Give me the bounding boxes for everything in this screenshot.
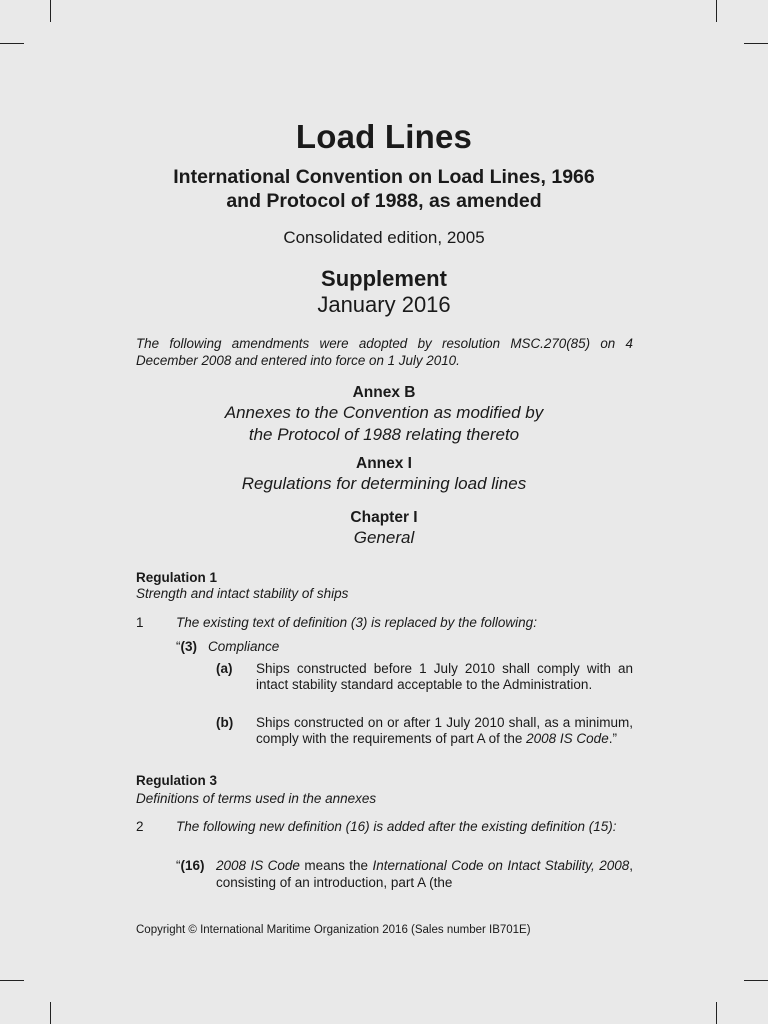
definition-reference: International Code on Intact Stability, 2008 <box>372 858 630 873</box>
copyright-footer: Copyright © International Maritime Organization 2016 (Sales number IB701E) <box>136 924 531 936</box>
subtitle-line: and Protocol of 1988, as amended <box>226 190 542 212</box>
intro-paragraph: The following amendments were adopted by resolution MSC.270(85) on 4 December 2008 and entered into force on 1 July 2010. <box>136 336 633 368</box>
regulation-3-subtitle: Definitions of terms used in the annexes <box>136 791 377 806</box>
annex-b-subtitle <box>0 402 768 446</box>
definition-text-part: , consisting of an introduction, part A (the <box>216 858 634 890</box>
definition-16 <box>176 858 633 891</box>
definition-title: Compliance <box>208 639 280 654</box>
annex-b-heading: Annex B <box>352 384 416 401</box>
definition-label: (16) <box>180 858 205 873</box>
annex-b-line: the Protocol of 1988 relating thereto <box>248 425 520 444</box>
item-text-part: Ships constructed on or after 1 July 2010 shall, as a minimum, comply with the requirements of part A of the <box>256 715 633 746</box>
item-label: (b) <box>216 715 234 730</box>
regulation-1-subtitle: Strength and intact stability of ships <box>136 586 349 601</box>
item-text: Ships constructed before 1 July 2010 shall comply with an intact stability standard acceptable to the Administration. <box>256 661 633 692</box>
definition-term: 2008 IS Code <box>216 858 300 873</box>
item-text-emphasis: 2008 IS Code <box>526 730 609 746</box>
paragraph-number: 1 <box>136 615 144 630</box>
definition-label: (3) <box>180 639 197 654</box>
supplement-date: January 2016 <box>317 292 451 317</box>
open-quote: “ <box>176 858 181 873</box>
paragraph-text: The following new definition (16) is added after the existing definition (15): <box>176 819 617 834</box>
regulation-1-heading: Regulation 1 <box>136 570 218 585</box>
paragraph-text: The existing text of definition (3) is replaced by the following: <box>176 615 537 630</box>
definition-text <box>216 858 633 891</box>
document-title: Load Lines <box>295 118 473 155</box>
chapter-heading: Chapter I <box>350 509 418 526</box>
definition-3 <box>176 639 279 655</box>
regulation-3-paragraph <box>136 818 633 835</box>
supplement-heading: Supplement <box>321 266 447 291</box>
annex-b-line: Annexes to the Convention as modified by <box>224 403 544 422</box>
chapter-subtitle: General <box>353 528 415 547</box>
item-text <box>256 715 633 746</box>
regulation-1-paragraph <box>136 614 633 631</box>
paragraph-number: 2 <box>136 819 144 834</box>
definition-text-part: means the <box>299 858 373 873</box>
annex-i-subtitle: Regulations for determining load lines <box>241 474 527 493</box>
document-subtitle <box>0 165 768 213</box>
subtitle-line: International Convention on Load Lines, 1966 <box>173 166 595 188</box>
regulation-3-heading: Regulation 3 <box>136 773 218 788</box>
annex-i-heading: Annex I <box>356 455 412 472</box>
definition-item-a <box>216 661 633 692</box>
item-text-part: .” <box>608 730 617 746</box>
open-quote: “ <box>176 639 181 654</box>
edition-text: Consolidated edition, 2005 <box>283 228 485 247</box>
definition-item-b <box>216 715 633 746</box>
item-label: (a) <box>216 661 233 676</box>
